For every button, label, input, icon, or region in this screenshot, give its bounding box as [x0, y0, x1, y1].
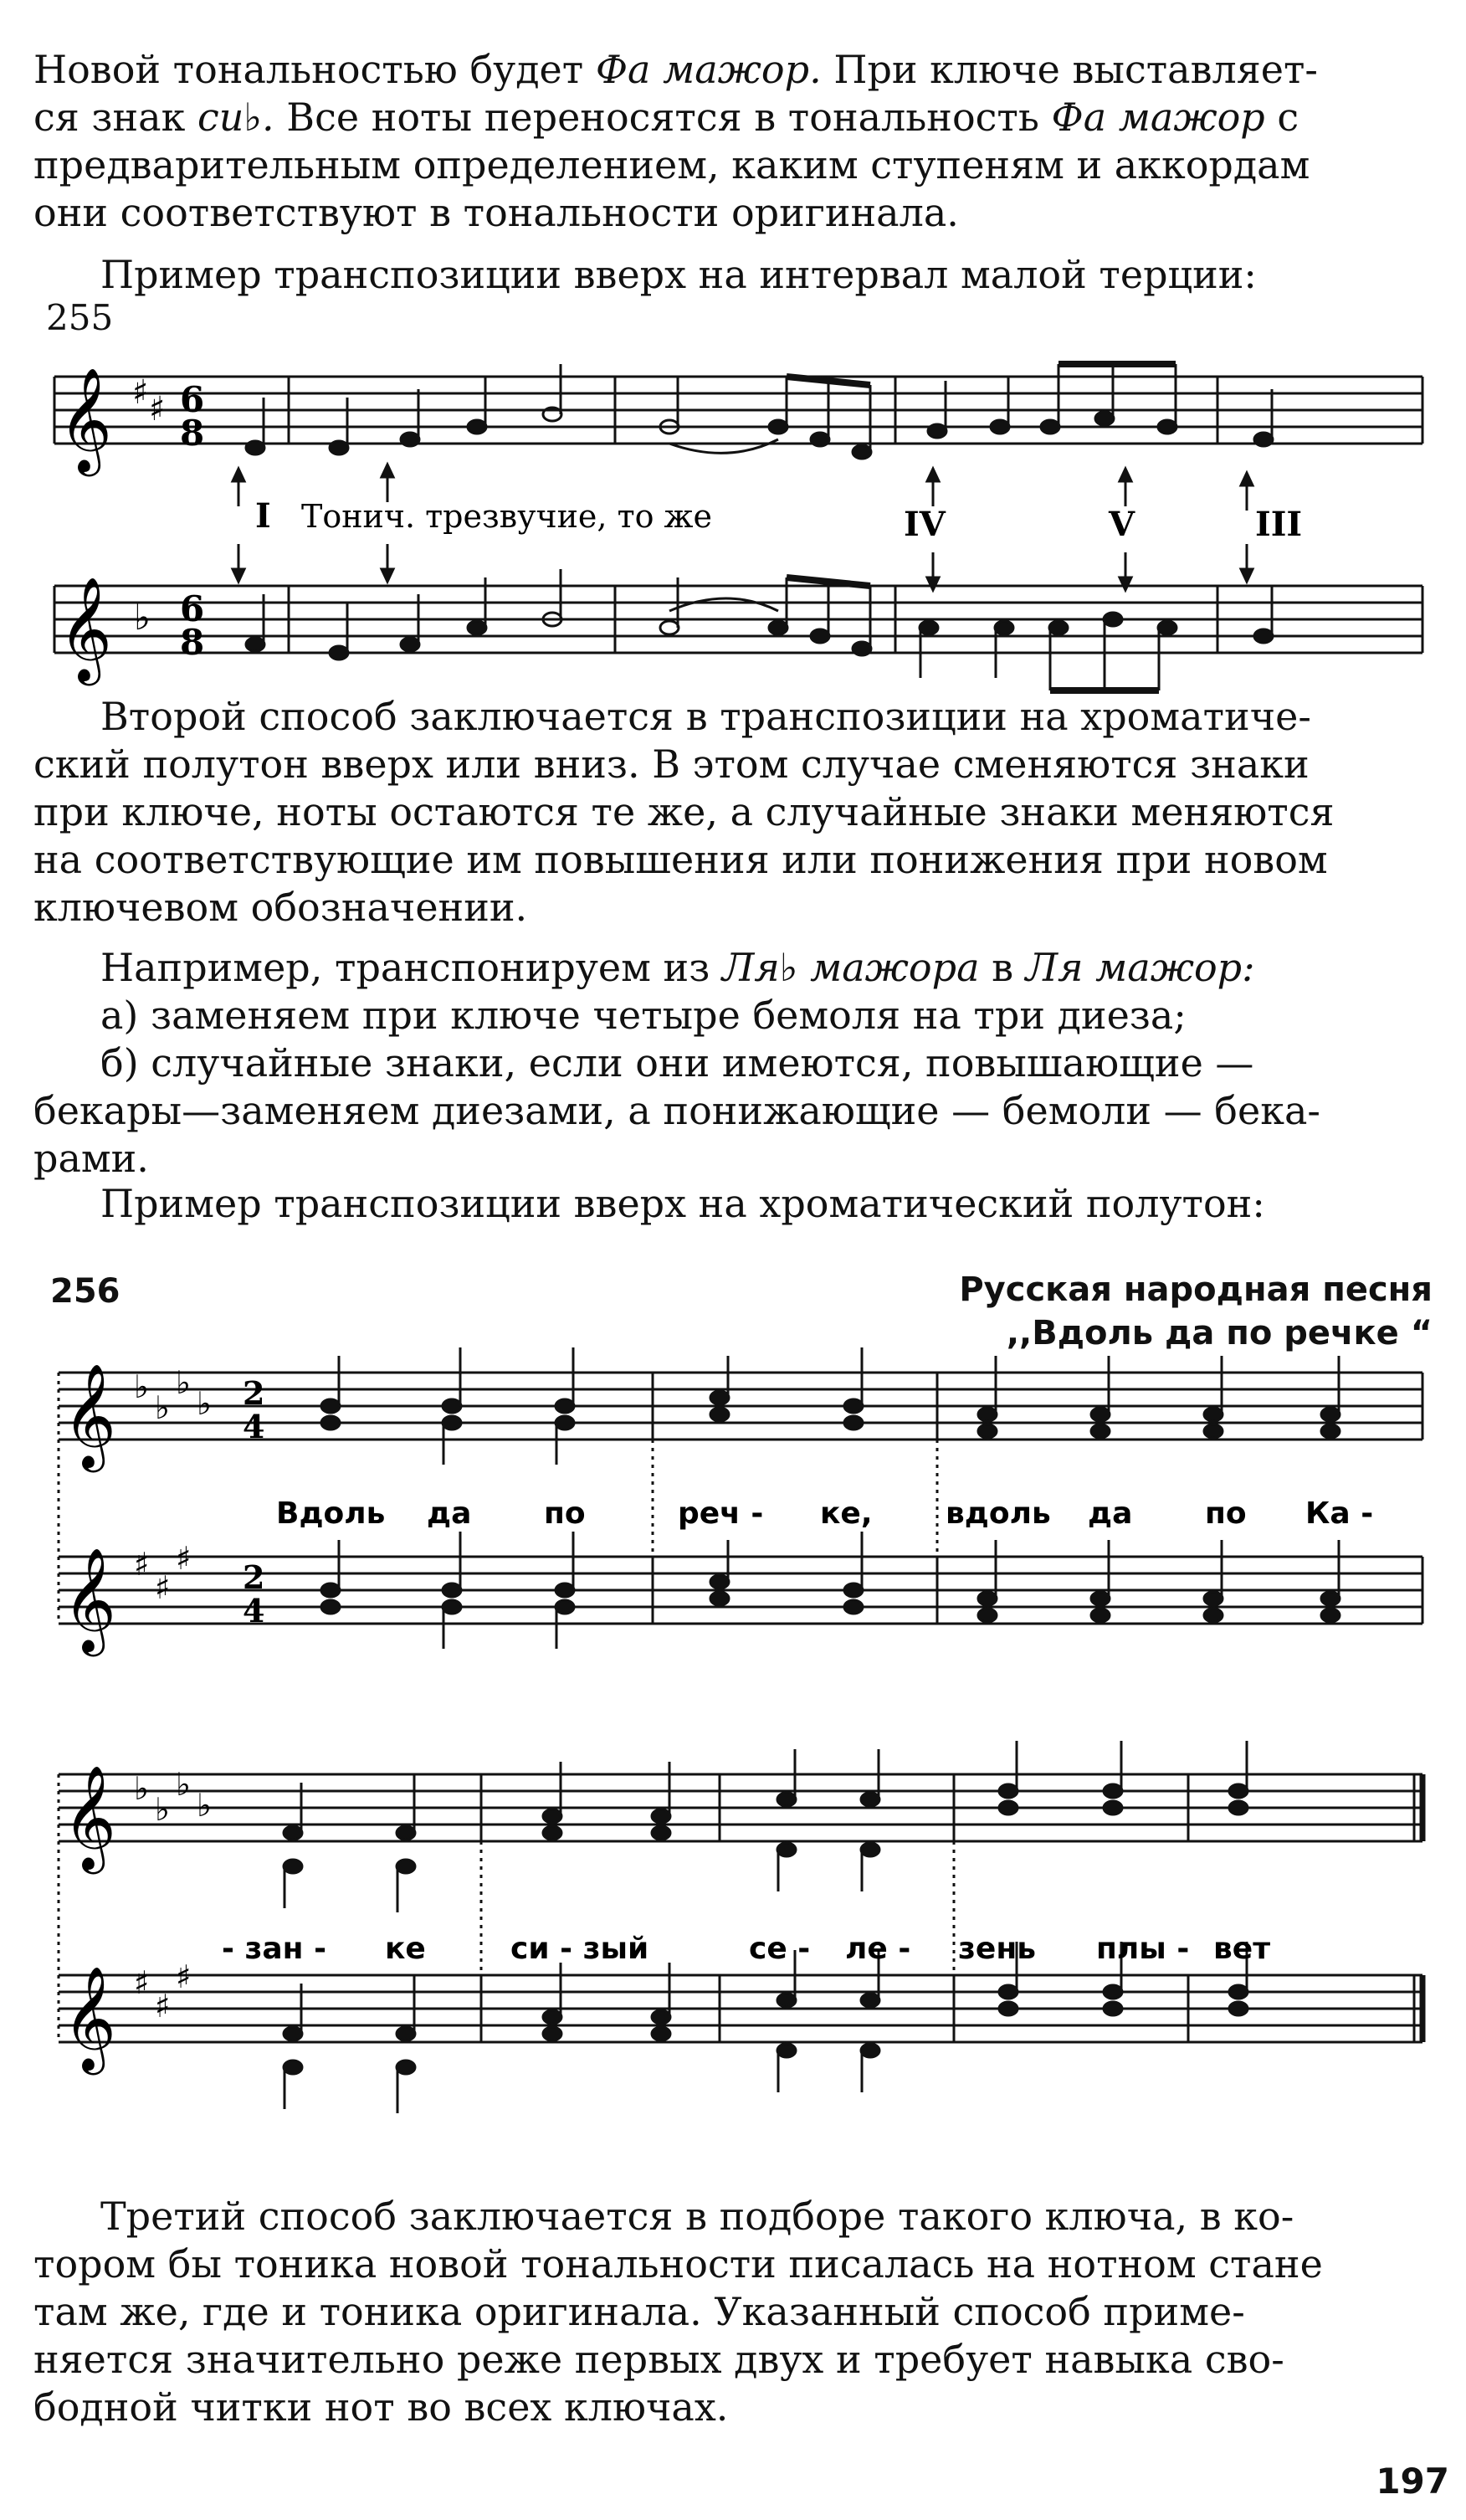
lyric-syllable: вдоль	[946, 1496, 1051, 1531]
treble-clef-icon: 𝄞	[59, 367, 112, 472]
lyrics-line-2	[222, 1932, 1270, 1966]
staff-original	[54, 377, 1422, 444]
text-line: при ключе, ноты остаются те же, а случайные знаки меняются	[33, 789, 1335, 834]
degree-I: I	[255, 496, 271, 536]
music-example-256	[0, 1339, 1466, 2176]
example-number-256: 256	[50, 1272, 120, 1311]
text-line: Третий способ заключается в подборе такого ключа, в ко-	[100, 2194, 1294, 2239]
lyric-syllable: да	[427, 1496, 472, 1531]
time-signature-top: 6	[180, 379, 205, 420]
italic-term: Фа мажор	[1051, 95, 1265, 140]
italic-term: Ля мажор:	[1025, 945, 1255, 990]
sharp-icon: ♯	[134, 1964, 150, 2001]
italic-term: Ля♭ мажора	[721, 945, 980, 990]
text-line: рами.	[33, 1136, 149, 1181]
text-line: Новой тональностью будет Фа мажор. При ключе выставляет-	[33, 47, 1318, 92]
treble-clef-icon: 𝄞	[63, 1966, 116, 2071]
text-line: б) случайные знаки, если они имеются, повышающие —	[100, 1040, 1254, 1085]
text-line: бекары—заменяем диезами, а понижающие — бемоли — бека-	[33, 1088, 1320, 1133]
system-2-staves	[59, 1774, 1422, 2042]
sharp-icon: ♯	[134, 1546, 150, 1583]
text-line: а) заменяем при ключе четыре бемоля на три диеза;	[100, 993, 1187, 1038]
treble-clef-icon: 𝄞	[63, 1547, 116, 1652]
lyric-syllable: - зан -	[222, 1932, 327, 1966]
treble-clef-icon: 𝄞	[63, 1363, 116, 1468]
degree-IV: IV	[904, 505, 946, 544]
italic-term: си♭.	[197, 95, 274, 140]
text-line: на соответствующие им повышения или понижения при новом	[33, 837, 1328, 882]
lyric-syllable: се -	[749, 1932, 811, 1966]
example-intro-line: Пример транспозиции вверх на интервал малой терции:	[100, 252, 1257, 297]
time-signature-bottom: 4	[243, 1592, 265, 1630]
lyric-syllable: ке	[385, 1932, 426, 1966]
lyric-syllable: ле -	[845, 1932, 911, 1966]
flat-icon: ♭	[176, 1766, 191, 1803]
example-number-255: 255	[46, 297, 114, 338]
example-intro-line: Пример транспозиции вверх на хроматический полутон:	[100, 1181, 1265, 1226]
text-line: бодной читки нот во всех ключах.	[33, 2384, 729, 2430]
flat-icon: ♭	[197, 1787, 212, 1824]
time-signature-bottom: 8	[180, 413, 205, 454]
treble-clef-icon: 𝄞	[63, 1765, 116, 1870]
song-subtitle: ,,Вдоль да по речке “	[1006, 1314, 1433, 1352]
lyrics-line-1	[276, 1496, 1373, 1531]
time-signature-bottom: 8	[180, 622, 205, 663]
text-line: ся знак си♭. Все ноты переносятся в тональность Фа мажор с	[33, 95, 1299, 140]
notes-transposed	[246, 569, 1273, 690]
flat-icon: ♭	[197, 1385, 212, 1422]
music-example-255	[0, 335, 1466, 711]
paragraph-example-intro-1	[33, 251, 1448, 299]
lyric-syllable: плы -	[1096, 1932, 1190, 1966]
paragraph-accidentals	[33, 1039, 1448, 1183]
degree-V: V	[1109, 505, 1135, 544]
time-signature-top: 2	[243, 1558, 265, 1596]
sharp-icon: ♯	[176, 1540, 192, 1577]
text-line: предварительным определением, каким ступеням и аккордам	[33, 142, 1310, 187]
paragraph-example-intro-2	[33, 1180, 1448, 1228]
flat-icon: ♭	[134, 597, 151, 638]
tonic-annotation: Тонич. трезвучие, то же	[301, 498, 712, 535]
text-line: там же, где и тоника оригинала. Указанный способ приме-	[33, 2289, 1245, 2334]
sharp-icon: ♯	[155, 1988, 171, 2025]
text-line: ключевом обозначении.	[33, 885, 528, 930]
paragraph-tonality	[33, 46, 1448, 237]
flat-icon: ♭	[134, 1770, 149, 1807]
sharp-icon: ♯	[132, 373, 149, 412]
text-line: Второй способ заключается в транспозиции на хроматиче-	[100, 694, 1311, 739]
song-title: Русская народная песня	[959, 1270, 1433, 1309]
lyric-syllable: по	[1205, 1496, 1247, 1531]
text-line: они соответствуют в тональности оригинала.	[33, 190, 959, 235]
italic-term: Фа мажор.	[595, 47, 822, 92]
lyric-syllable: да	[1088, 1496, 1133, 1531]
sharp-icon: ♯	[176, 1958, 192, 1995]
text-line: ский полутон вверх или вниз. В этом случае сменяются знаки	[33, 742, 1310, 787]
paragraph-second-method	[33, 693, 1448, 932]
time-signature-top: 6	[180, 588, 205, 629]
degree-III: III	[1255, 505, 1303, 544]
treble-clef-icon: 𝄞	[59, 577, 112, 681]
flat-icon: ♭	[155, 1791, 170, 1828]
notes-system-2	[284, 1741, 1248, 2113]
paragraph-third-method	[33, 2193, 1448, 2431]
text-line: тором бы тоника новой тональности писалась на нотном стане	[33, 2241, 1323, 2286]
flat-icon: ♭	[134, 1368, 149, 1405]
flat-icon: ♭	[155, 1389, 170, 1426]
lyric-syllable: Вдоль	[276, 1496, 386, 1531]
lyric-syllable: зень	[958, 1932, 1036, 1966]
lyric-syllable: си - зый	[510, 1932, 649, 1966]
text-line: няется значительно реже первых двух и требует навыка сво-	[33, 2337, 1284, 2382]
page-number: 197	[1376, 2461, 1449, 2502]
lyric-syllable: вет	[1213, 1932, 1271, 1966]
lyric-syllable: ке,	[820, 1496, 873, 1531]
paragraph-example-keys	[33, 944, 1448, 1039]
sharp-icon: ♯	[155, 1569, 171, 1606]
sharp-icon: ♯	[149, 390, 166, 429]
lyric-syllable: Ка -	[1305, 1496, 1374, 1531]
flat-icon: ♭	[176, 1364, 191, 1401]
time-signature-bottom: 4	[243, 1408, 265, 1445]
lyric-syllable: по	[544, 1496, 586, 1531]
time-signature-top: 2	[243, 1374, 265, 1412]
text-line: Например, транспонируем из Ля♭ мажора в Ля мажор:	[100, 945, 1255, 990]
lyric-syllable: реч -	[678, 1496, 764, 1531]
